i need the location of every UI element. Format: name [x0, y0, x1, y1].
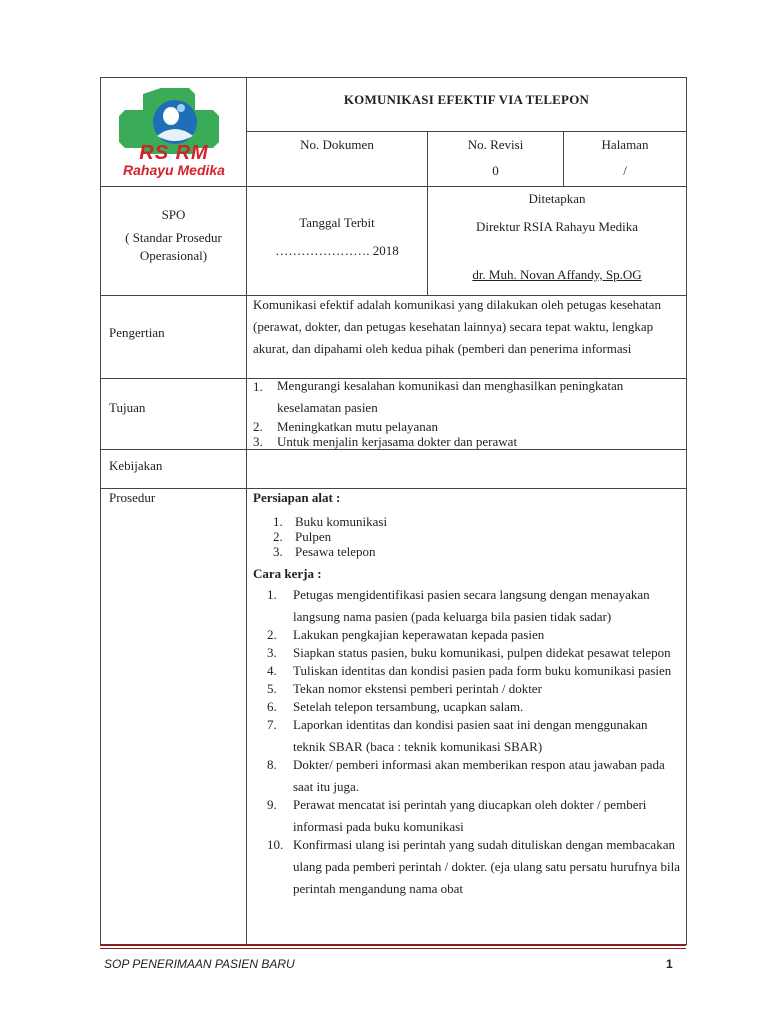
prosedur-label: Prosedur [109, 490, 156, 505]
halaman-cell [564, 132, 687, 187]
logo-cell [101, 78, 247, 187]
list-item-number: 2. [267, 627, 277, 642]
list-item-text: Pulpen [295, 529, 332, 544]
list-item-number: 3. [253, 434, 263, 449]
list-item [253, 419, 686, 434]
list-item-text: Tekan nomor ekstensi pemberi perintah / dokter [293, 681, 542, 696]
no-dokumen-label: No. Dokumen [300, 137, 374, 152]
list-item-number: 1. [273, 514, 283, 529]
direktur-title: Direktur RSIA Rahayu Medika [475, 219, 639, 234]
spo-table [100, 77, 687, 945]
list-item [253, 379, 686, 419]
halaman-label: Halaman [601, 137, 649, 152]
tanggal-terbit-label: Tanggal Terbit [299, 215, 375, 230]
page-number: 1 [666, 957, 673, 971]
kebijakan-content [247, 450, 687, 489]
ditetapkan-cell [428, 187, 687, 296]
list-item-text: Lakukan pengkajian keperawatan kepada pasien [293, 627, 545, 642]
list-item-number: 7. [267, 717, 277, 732]
kebijakan-label: Kebijakan [109, 458, 163, 473]
tanggal-terbit-cell [247, 187, 428, 296]
halaman-value: / [623, 163, 627, 178]
spo-cell [101, 187, 247, 296]
cara-list [247, 584, 686, 900]
pengertian-text: Komunikasi efektif adalah komunikasi yang dilakukan oleh petugas kesehatan (perawat, dokter, dan petugas kesehatan lainnya) secara tepat waktu, lengkap akurat, dan dipahami oleh kedua pihak (pemberi dan penerima informasi [253, 297, 661, 356]
list-item-number: 1. [267, 587, 277, 602]
list-item-number: 10. [267, 837, 284, 852]
list-item-text: Pesawa telepon [295, 544, 376, 559]
title-text: KOMUNIKASI EFEKTIF VIA TELEPON [343, 92, 590, 107]
list-item [267, 714, 682, 758]
footer-rule-thin [100, 948, 686, 949]
list-item-text: Setelah telepon tersambung, ucapkan salam. [293, 699, 524, 714]
tujuan-label: Tujuan [109, 400, 146, 415]
footer-rule [100, 944, 686, 946]
list-item-text: Meningkatkan mutu pelayanan [277, 419, 439, 434]
list-item-number: 3. [273, 544, 283, 559]
list-item [267, 794, 682, 838]
footer-title: SOP PENERIMAAN PASIEN BARU [104, 957, 295, 971]
ditetapkan-label: Ditetapkan [528, 191, 586, 206]
list-item-text: Buku komunikasi [295, 514, 388, 529]
pengertian-label-cell [101, 296, 247, 379]
persiapan-list [247, 506, 686, 559]
list-item-text: Dokter/ pemberi informasi akan memberikan respon atau jawaban pada saat itu juga. [293, 757, 665, 794]
list-item-text: Siapkan status pasien, buku komunikasi, pulpen didekat pesawat telepon [293, 645, 671, 660]
document-title [247, 78, 687, 132]
list-item-text: Mengurangi kesalahan komunikasi dan menghasilkan peningkatan keselamatan pasien [277, 378, 624, 415]
list-item-number: 6. [267, 699, 277, 714]
list-item [267, 834, 682, 900]
tanggal-terbit-value: …………………. 2018 [275, 243, 399, 258]
tujuan-label-cell [101, 379, 247, 450]
list-item-number: 8. [267, 757, 277, 772]
tujuan-content [247, 379, 687, 450]
list-item-number: 4. [267, 663, 277, 678]
list-item-text: Konfirmasi ulang isi perintah yang sudah dituliskan dengan membacakan ulang pada pemberi perintah / dokter. (eja ulang satu persatu hurufnya bila perintah mengandung nama obat [293, 837, 680, 896]
kebijakan-label-cell [101, 450, 247, 489]
list-item-text: Laporkan identitas dan kondisi pasien saat ini dengan menggunakan teknik SBAR (baca : teknik komunikasi SBAR) [293, 717, 648, 754]
prosedur-content [247, 489, 687, 945]
direktur-name: dr. Muh. Novan Affandy, Sp.OG [472, 267, 642, 282]
list-item-number: 1. [253, 379, 263, 394]
list-item [273, 514, 686, 529]
list-item-number: 2. [273, 529, 283, 544]
list-item-text: Petugas mengidentifikasi pasien secara langsung dengan menayakan langsung nama pasien (pada keluarga bila pasien tidak sadar) [293, 587, 650, 624]
list-item-text: Tuliskan identitas dan kondisi pasien pada form buku komunikasi pasien [293, 663, 672, 678]
list-item [253, 434, 686, 449]
pengertian-label: Pengertian [109, 325, 165, 340]
list-item-number: 9. [267, 797, 277, 812]
persiapan-title: Persiapan alat : [253, 490, 341, 505]
spo-label: SPO [161, 207, 186, 222]
no-dokumen-value [247, 153, 427, 163]
cara-title: Cara kerja : [253, 566, 322, 581]
spo-subtitle: ( Standar Prosedur Operasional) [125, 230, 222, 263]
prosedur-label-cell [101, 489, 247, 945]
no-dokumen-cell [247, 132, 428, 187]
list-item [267, 584, 682, 628]
no-revisi-value: 0 [492, 163, 499, 178]
list-item [273, 529, 686, 544]
list-item-text: Untuk menjalin kerjasama dokter dan perawat [277, 434, 518, 449]
list-item-number: 2. [253, 419, 263, 434]
list-item [273, 544, 686, 559]
list-item-number: 5. [267, 681, 277, 696]
logo-brand-text: RS RM [139, 142, 209, 164]
list-item [267, 754, 682, 798]
list-item-text: Perawat mencatat isi perintah yang diucapkan oleh dokter / pemberi informasi pada buku komunikasi [293, 797, 647, 834]
logo-subtitle: Rahayu Medika [123, 162, 225, 178]
tujuan-list [247, 379, 686, 449]
no-revisi-cell [428, 132, 564, 187]
no-revisi-label: No. Revisi [467, 137, 524, 152]
list-item-number: 3. [267, 645, 277, 660]
pengertian-content [247, 296, 687, 379]
